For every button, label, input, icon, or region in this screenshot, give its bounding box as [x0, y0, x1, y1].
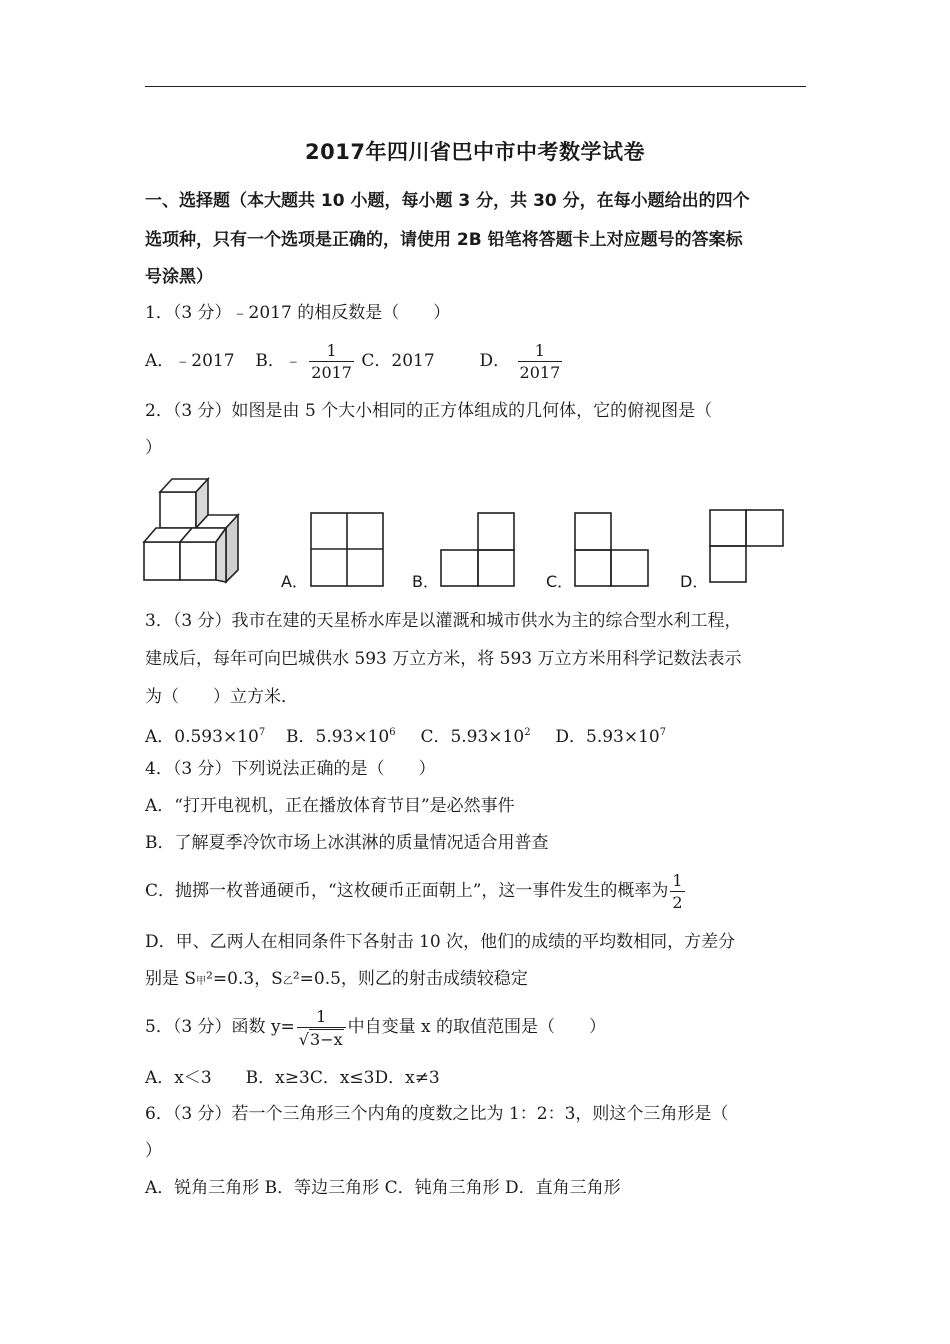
q3-option-b: B．$5.93\times 10^6$ — [286, 727, 396, 747]
cube-solid-figure — [140, 474, 244, 586]
q1-b-denominator: 2017 — [311, 363, 352, 382]
q2-stem-line2: ） — [145, 438, 162, 458]
q2-option-b-label: B． — [412, 572, 439, 591]
q3-stem-line3: 为（ ）立方米． — [145, 687, 298, 707]
q3-option-c: C．$5.93\times 10^2$ — [420, 727, 531, 747]
q1-option-b-prefix: B．﹣ — [255, 351, 302, 371]
q2-option-c-label: C． — [546, 572, 574, 591]
q2-option-b-figure — [440, 512, 516, 588]
q2-option-d-figure — [709, 509, 785, 585]
q1-option-c: C．2017 — [361, 351, 435, 371]
q3-options — [145, 722, 666, 748]
section-heading-line3: 号涂黑） — [145, 267, 213, 287]
q1-d-denominator: 2017 — [519, 363, 561, 382]
q1-option-b-fraction — [309, 341, 354, 382]
section-heading-line1: 一、选择题（本大题共 10 小题，每小题 3 分，共 30 分，在每小题给出的四个 — [145, 191, 750, 211]
q5-options: A．x＜3 B．x≥3C．x≤3D．x≠3 — [145, 1068, 440, 1088]
q4-option-c — [145, 868, 687, 914]
section-heading-line2: 选项种，只有一个选项是正确的，请使用 2B 铅笔将答题卡上对应题号的答案标 — [145, 230, 743, 250]
q1-stem: 1．（3 分）﹣2017 的相反数是（ ） — [145, 303, 451, 323]
header-rule — [145, 86, 806, 87]
q2-option-a-label: A． — [281, 572, 308, 591]
q2-stem-line1: 2．（3 分）如图是由 5 个大小相同的正方体组成的几何体，它的俯视图是（ — [145, 401, 713, 421]
q1-option-d-prefix: D． — [479, 351, 511, 371]
q2-option-c-figure — [574, 512, 650, 588]
q6-stem-line2: ） — [145, 1141, 162, 1161]
sqrt-icon: √ — [298, 1029, 309, 1049]
q6-stem-line1: 6．（3 分）若一个三角形三个内角的度数之比为 1：2：3，则这个三角形是（ — [145, 1104, 729, 1124]
q4-option-b: B．了解夏季冷饮市场上冰淇淋的质量情况适合用普查 — [145, 833, 549, 853]
q1-options — [145, 340, 564, 382]
q3-stem-line2: 建成后，每年可向巴城供水 593 万立方米，将 593 万立方米用科学记数法表示 — [145, 649, 742, 669]
page-title: 2017年四川省巴中市中考数学试卷 — [305, 140, 645, 164]
q3-stem-line1: 3．（3 分）我市在建的天星桥水库是以灌溉和城市供水为主的综合型水利工程， — [145, 611, 742, 631]
q1-d-numerator: 1 — [534, 341, 545, 360]
q4-c-fraction: $\frac{1}{2}$ — [672, 871, 683, 912]
q1-option-d-fraction — [518, 341, 563, 382]
q1-option-a: A．﹣2017 — [145, 351, 235, 371]
q3-option-d: D．$5.93\times 10^7$ — [555, 727, 667, 747]
q2-option-d-label: D． — [680, 572, 709, 591]
q5-stem: 5．（3 分）函数 y= $\frac{1}{√3-x}$ 中自变量 x 的取值范围是（ ） — [145, 1006, 607, 1049]
q4-option-a: A．“打开电视机，正在播放体育节目”是必然事件 — [145, 796, 515, 816]
q4-stem: 4．（3 分）下列说法正确的是（ ） — [145, 759, 436, 779]
q4-option-d-line1: D．甲、乙两人在相同条件下各射击 10 次，他们的成绩的平均数相同，方差分 — [145, 932, 736, 952]
q2-option-a-figure — [310, 512, 384, 588]
q1-b-numerator: 1 — [326, 341, 337, 360]
q5-fraction: $\frac{1}{√3-x}$ — [297, 1007, 346, 1049]
q6-options: A．锐角三角形 B．等边三角形 C．钝角三角形 D．直角三角形 — [145, 1178, 621, 1198]
q4-option-c-text: C．抛掷一枚普通硬币，“这枚硬币正面朝上”，这一事件发生的概率为 — [145, 881, 669, 901]
q3-option-a: A．$0.593\times 10^7$ — [145, 727, 266, 747]
q4-option-d-line2: 别是 S甲²=0.3，S乙²=0.5，则乙的射击成绩较稳定 — [145, 969, 528, 989]
